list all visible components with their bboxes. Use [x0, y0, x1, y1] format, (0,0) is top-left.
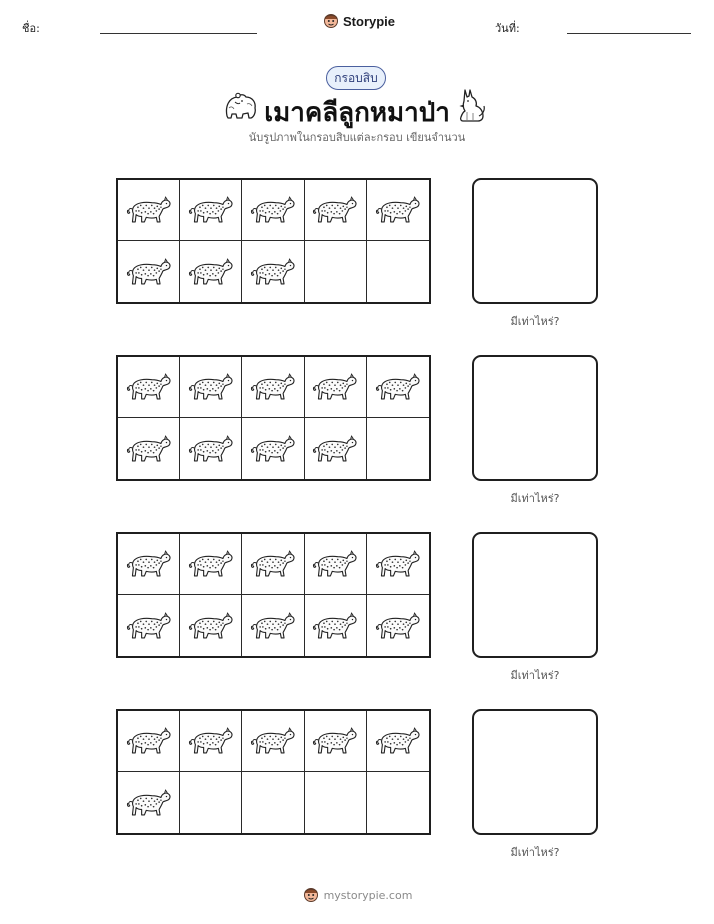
- empty-cell: [367, 418, 429, 479]
- footer: [0, 886, 714, 904]
- leopard-icon: [312, 433, 358, 465]
- storypie-mascot-icon: [302, 886, 320, 904]
- filled-cell: [118, 772, 180, 833]
- filled-cell: [242, 534, 304, 595]
- filled-cell: [242, 418, 304, 479]
- leopard-icon: [126, 371, 172, 403]
- filled-cell: [118, 418, 180, 479]
- filled-cell: [180, 595, 242, 656]
- filled-cell: [118, 357, 180, 418]
- leopard-icon: [126, 787, 172, 819]
- storypie-mascot-icon: [322, 12, 340, 30]
- answer-box-3[interactable]: [472, 532, 598, 658]
- filled-cell: [305, 357, 367, 418]
- question-label: มีเท่าไหร่?: [510, 315, 560, 328]
- filled-cell: [118, 711, 180, 772]
- empty-cell: [180, 772, 242, 833]
- filled-cell: [180, 418, 242, 479]
- leopard-icon: [250, 548, 296, 580]
- leopard-icon: [126, 433, 172, 465]
- empty-cell: [367, 772, 429, 833]
- storypie-logo: [322, 12, 395, 30]
- ten-frame-3: [116, 532, 431, 658]
- leopard-icon: [126, 610, 172, 642]
- leopard-icon: [312, 610, 358, 642]
- leopard-icon: [250, 725, 296, 757]
- leopard-icon: [375, 371, 421, 403]
- name-label: ชื่อ:: [22, 22, 40, 35]
- leopard-icon: [250, 256, 296, 288]
- filled-cell: [242, 711, 304, 772]
- filled-cell: [180, 180, 242, 241]
- leopard-icon: [312, 194, 358, 226]
- filled-cell: [180, 711, 242, 772]
- filled-cell: [305, 711, 367, 772]
- filled-cell: [367, 357, 429, 418]
- name-field[interactable]: [100, 33, 257, 34]
- filled-cell: [242, 595, 304, 656]
- leopard-icon: [312, 725, 358, 757]
- leopard-icon: [375, 610, 421, 642]
- leopard-icon: [250, 371, 296, 403]
- filled-cell: [242, 180, 304, 241]
- date-label: วันที่:: [495, 22, 520, 35]
- leopard-icon: [126, 725, 172, 757]
- ten-frame-1: [116, 178, 431, 304]
- filled-cell: [367, 534, 429, 595]
- leopard-icon: [126, 548, 172, 580]
- leopard-icon: [188, 371, 234, 403]
- filled-cell: [242, 241, 304, 302]
- instructions: นับรูปภาพในกรอบสิบแต่ละกรอบ เขียนจำนวน: [248, 131, 466, 144]
- ten-frame-2: [116, 355, 431, 481]
- leopard-icon: [188, 256, 234, 288]
- filled-cell: [180, 357, 242, 418]
- filled-cell: [305, 534, 367, 595]
- wolf-icon: [455, 88, 487, 124]
- filled-cell: [305, 595, 367, 656]
- worksheet-title: เมาคลีลูกหมาป่า: [264, 98, 450, 128]
- leopard-icon: [188, 194, 234, 226]
- filled-cell: [180, 241, 242, 302]
- question-label: มีเท่าไหร่?: [510, 492, 560, 505]
- brand-name: Storypie: [343, 13, 396, 29]
- leopard-icon: [188, 725, 234, 757]
- answer-box-2[interactable]: [472, 355, 598, 481]
- leopard-icon: [375, 194, 421, 226]
- date-field[interactable]: [567, 33, 691, 34]
- topic-badge: กรอบสิบ: [326, 66, 386, 90]
- question-label: มีเท่าไหร่?: [510, 669, 560, 682]
- filled-cell: [367, 180, 429, 241]
- empty-cell: [242, 772, 304, 833]
- filled-cell: [242, 357, 304, 418]
- filled-cell: [305, 180, 367, 241]
- empty-cell: [367, 241, 429, 302]
- ten-frame-4: [116, 709, 431, 835]
- leopard-icon: [250, 610, 296, 642]
- filled-cell: [180, 534, 242, 595]
- leopard-icon: [375, 548, 421, 580]
- empty-cell: [305, 772, 367, 833]
- filled-cell: [118, 534, 180, 595]
- leopard-icon: [312, 371, 358, 403]
- leopard-icon: [250, 433, 296, 465]
- leopard-icon: [188, 433, 234, 465]
- leopard-icon: [250, 194, 296, 226]
- empty-cell: [305, 241, 367, 302]
- filled-cell: [118, 595, 180, 656]
- footer-url: mystorypie.com: [323, 888, 413, 902]
- filled-cell: [305, 418, 367, 479]
- filled-cell: [118, 241, 180, 302]
- leopard-icon: [312, 548, 358, 580]
- leopard-icon: [188, 548, 234, 580]
- leopard-icon: [375, 725, 421, 757]
- filled-cell: [367, 711, 429, 772]
- answer-box-1[interactable]: [472, 178, 598, 304]
- question-label: มีเท่าไหร่?: [510, 846, 560, 859]
- leopard-icon: [126, 256, 172, 288]
- filled-cell: [367, 595, 429, 656]
- filled-cell: [118, 180, 180, 241]
- answer-box-4[interactable]: [472, 709, 598, 835]
- leopard-icon: [188, 610, 234, 642]
- leopard-icon: [126, 194, 172, 226]
